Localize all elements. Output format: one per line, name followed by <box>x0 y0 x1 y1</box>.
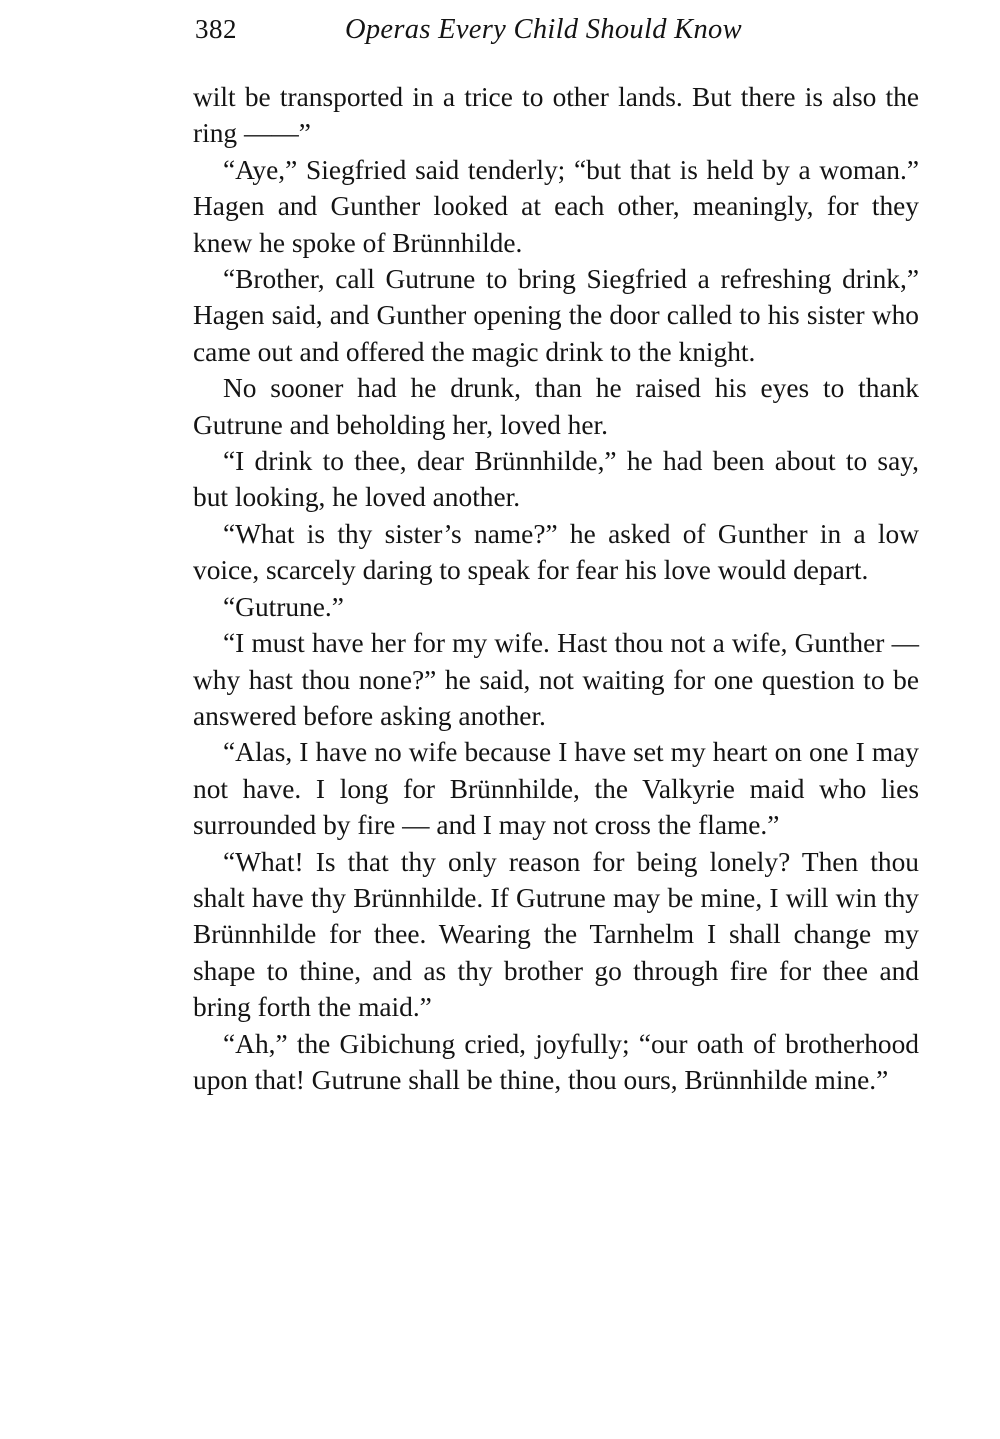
paragraph: “Brother, call Gutrune to bring Siegfried a refreshing drink,” Hagen said, and Gunther opening the door called to his sister who came out and offered the magic drink to the knight. <box>193 264 919 367</box>
page-body <box>193 79 919 1098</box>
paragraph: “What is thy sister’s name?” he asked of Gunther in a low voice, scarcely daring to speak for fear his love would depart. <box>193 518 919 586</box>
page-number: 382 <box>195 14 237 44</box>
paragraph: “Aye,” Siegfried said tenderly; “but that is held by a woman.” Hagen and Gunther looked at each other, meaningly, for they knew he spoke of Brünnhilde. <box>193 154 919 258</box>
paragraph: “I must have her for my wife. Hast thou not a wife, Gunther — why hast thou none?” he said, not waiting for one question to be answered before asking another. <box>193 628 919 731</box>
paragraph: wilt be transported in a trice to other lands. But there is also the ring ——” <box>193 82 919 149</box>
paragraph: “Alas, I have no wife because I have set my heart on one I may not have. I long for Brünnhilde, the Valkyrie maid who lies surrounded by fire — and I may not cross the flame.” <box>193 737 919 841</box>
running-title: Operas Every Child Should Know <box>345 14 742 45</box>
paragraph: “Gutrune.” <box>223 591 344 622</box>
paragraph: “What! Is that thy only reason for being lonely? Then thou shalt have thy Brünnhilde. If Gutrune may be mine, I will win thy Brünnhilde for thee. Wearing the Tarnhelm I shall change my shape to thine, and as thy brother go through fire for thee and bring forth the maid.” <box>193 846 919 1023</box>
page-header <box>195 14 920 58</box>
paragraph: “I drink to thee, dear Brünnhilde,” he had been about to say, but looking, he loved another. <box>193 446 919 513</box>
paragraph: “Ah,” the Gibichung cried, joyfully; “our oath of brotherhood upon that! Gutrune shall be thine, thou ours, Brünnhilde mine.” <box>193 1028 919 1095</box>
paragraph: No sooner had he drunk, than he raised his eyes to thank Gutrune and beholding her, loved her. <box>193 373 919 440</box>
